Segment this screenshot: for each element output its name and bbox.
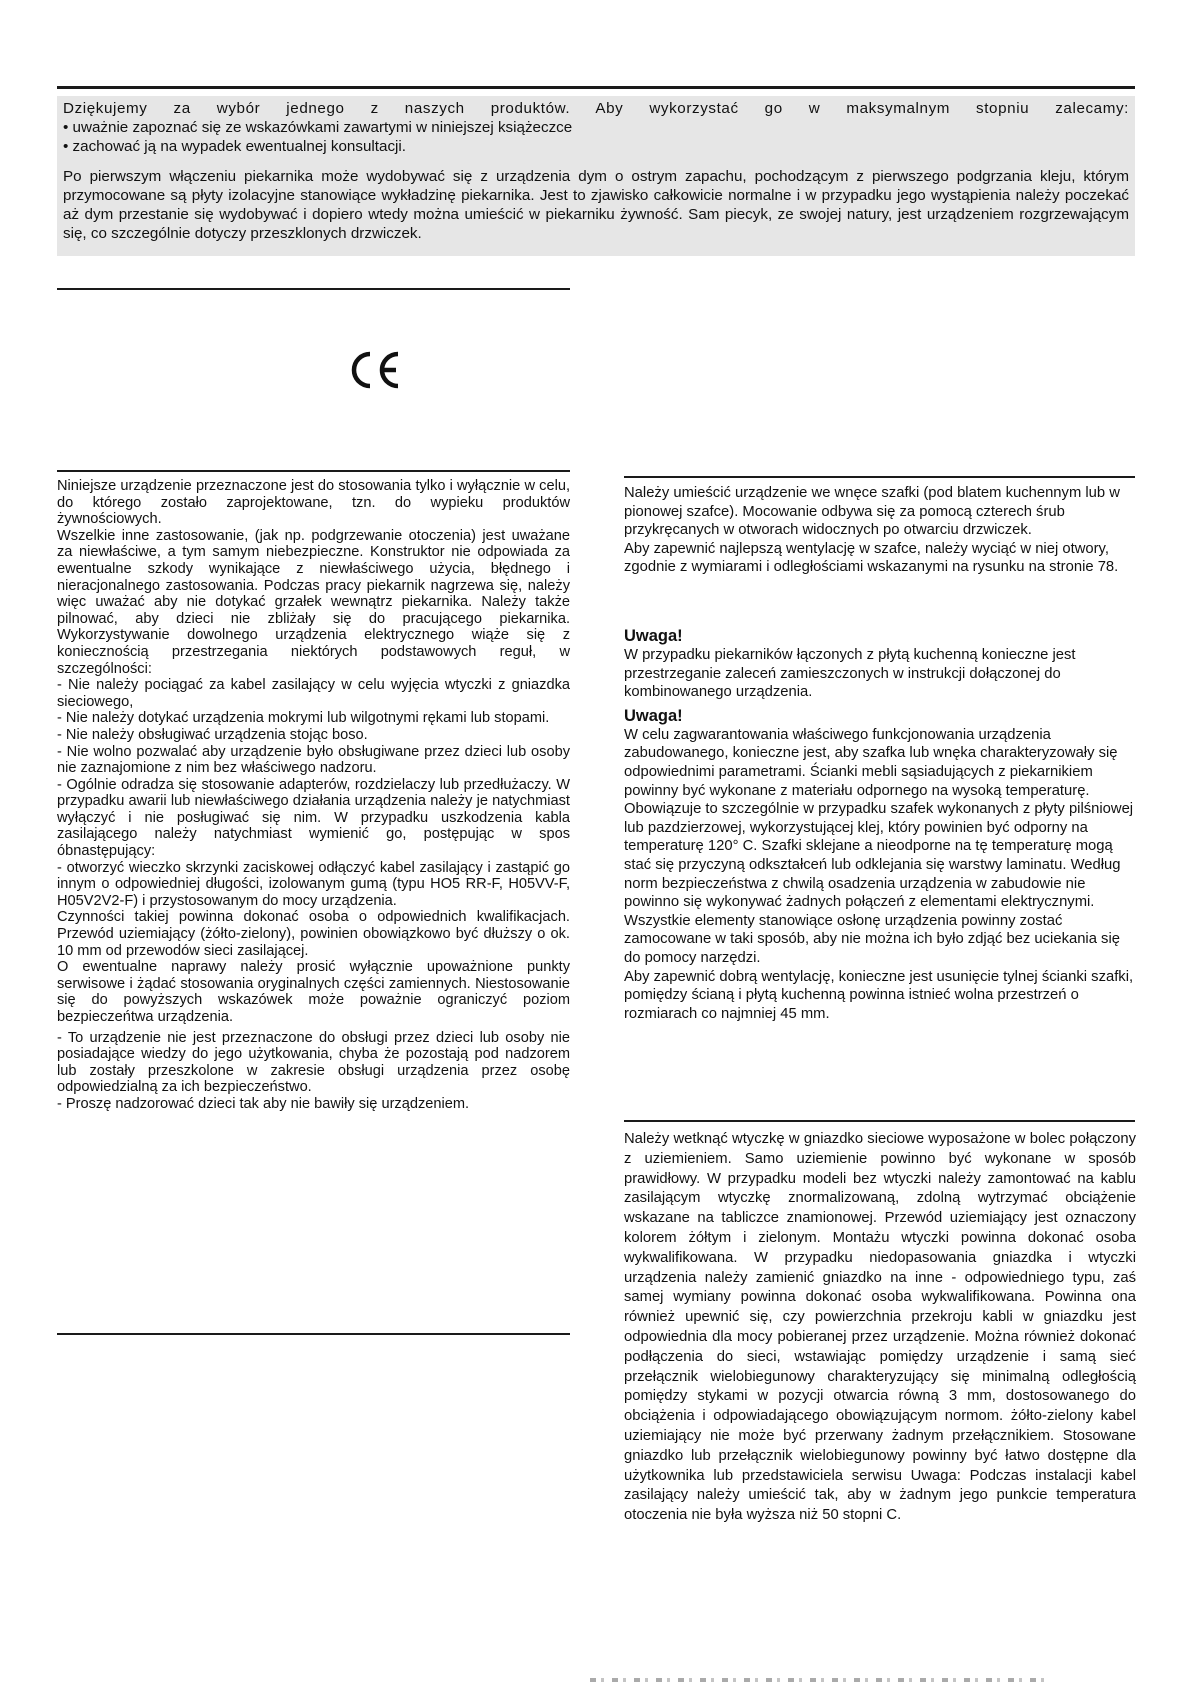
installation-paragraph: Należy umieścić urządzenie we wnęce szafki (pod blatem kuchennym lub w pionowej szafce). Mocowanie odbywa się za pomocą czterech śrub przykręcanych w otworach widocznych po otwarciu drzwiczek. xyxy=(624,485,1120,539)
safety-paragraph: - Nie należy dotykać urządzenia mokrymi lub wilgotnymi rękami lub stopami. xyxy=(57,710,550,727)
electrical-paragraph: Należy wetknąć wtyczkę w gniazdko sieciowe wyposażone w bolec połączony z uziemieniem. Samo uziemienie powinno być wykonane w sposób prawidłowy. W przypadku modeli bez wtyczki należy zamontować na kablu zasilającym wtyczkę znormalizowaną, zdolną wytrzymać obciążenie wskazane na tabliczce znamionowej. Przewód uziemiający jest oznaczony kolorem żółtym i zielonym. Montażu wtyczki powinna dokonać osoba wykwalifikowana. W przypadku niedopasowania gniazdka i wtyczki urządzenia należy zamienić gniazdko na inne - odpowiedniego typu, zaś samej wymiany powinna dokonać osoba wykwalifikowana. Powinna ona również upewnić się, czy powierzchnia przekroju kabli w gniazdku jest odpowiednia dla mocy pobieranej przez urządzenie. Można również dokonać podłączenia do sieci, wstawiając pomiędzy urządzenie i samą sieć przełącznik wielobiegunowy charakteryzujący się minimalną odległością pomiędzy stykami w pozycji otwarcia równą 3 mm, dostosowanego do obciążenia i odpowiadającego obowiązującym normom. żółto-zielony kabel uziemiający nie może być przerwany żadnym przełącznikiem. Stosowane gniazdko lub przełącznik wielobiegunowy powinny być łatwo dostępne dla użytkownika lub przedstawiciela serwisu Uwaga: Podczas instalacji kabel zasilający należy umieścić tak, aby w żadnym jego punkcie temperatura otoczenia nie była wyższa niż 50 stopni C. xyxy=(624,1131,1136,1524)
installation-paragraph: Aby zapewnić najlepszą wentylację w szafce, należy wyciąć w niej otwory, zgodnie z wymiarami i odległościami wskazanymi na rysunku na stronie 78. xyxy=(624,540,1119,576)
left-section-rule-2 xyxy=(57,470,570,472)
safety-paragraph: - Proszę nadzorować dzieci tak aby nie bawiły się urządzeniem. xyxy=(57,1095,470,1112)
safety-paragraph: - To urządzenie nie jest przeznaczone do obsługi przez dzieci lub osoby nie posiadające wiedzy do jego użytkowania, chyba że pozostają pod nadzorem lub zostały przeszkolone w zakresie obsługi urządzenia przez osobę odpowiedzialną za ich bezpieczeństwo. xyxy=(57,1029,570,1096)
bottom-scan-artifact xyxy=(590,1678,1050,1682)
right-section-rule-1 xyxy=(624,476,1135,478)
intro-lead: Dziękujemy za wybór jednego z naszych produktów. Aby wykorzystać go w maksymalnym stopniu zalecamy: xyxy=(63,100,1129,117)
left-section-rule-3 xyxy=(57,1333,570,1335)
safety-paragraph: - otworzyć wieczko skrzynki zaciskowej odłączyć kabel zasilający i zastąpić go innym o odpowiedniej długości, izolowanym gumą (typu HO5 RR-F, H05VV-F, H05V2V2-F) i przystosowanym do mocy urządzenia. xyxy=(57,859,570,909)
warning-paragraph: W celu zagwarantowania właściwego funkcjonowania urządzenia zabudowanego, konieczne jest, aby szafka lub wnęka charakteryzowały się odpowiednimi parametrami. Ścianki mebli sąsiadujących z piekarnikiem powinny być wykonane z materiału odpornego na wysoką temperaturę. Obowiązuje to szczególnie w przypadku szafek wykonanych z płyty pilśniowej lub pazdzierzowej, wykorzystującej klej, który powinien być odporny na temperaturę 120° C. Szafki sklejane a nieodporne na tę temperaturę mogą stać się przyczyną odkształceń lub odklejania się warstwy laminatu. Według norm bezpieczeństwa z chwilą osadzenia urządzenia w zabudowie nie powinno się wykonywać żadnych połączeń z elementami elektrycznymi. xyxy=(624,726,1134,911)
top-rule xyxy=(57,86,1135,89)
safety-instructions xyxy=(57,478,570,1113)
right-section-rule-2 xyxy=(624,1120,1135,1122)
intro-paragraph: Po pierwszym włączeniu piekarnika może wydobywać się z urządzenia dym o ostrym zapachu, pochodzącym z pierwszego podgrzania kleju, którym przymocowane są płyty izolacyjne stanowiące wykładzinę piekarnika. Jest to zjawisko całkowicie normalne i w przypadku jego wystąpienia należy poczekać aż dym przestanie się wydobywać i dopiero wtedy można umieścić w piekarniku żywność. Sam piecyk, ze swojej natury, jest urządzeniem rozgrzewającym się, co szczególnie dotyczy przeszklonych drzwiczek. xyxy=(63,168,1129,242)
warning-paragraph: Aby zapewnić dobrą wentylację, konieczne jest usunięcie tylnej ścianki szafki, pomiędzy ścianą i płytą kuchenną powinna istnieć wolna przestrzeń o rozmiarach co najmniej 45 mm. xyxy=(624,968,1134,1022)
intro-bullet: • uważnie zapoznać się ze wskazówkami zawartymi w niniejszej książeczce xyxy=(63,119,573,136)
safety-paragraph: O ewentualne naprawy należy prosić wyłącznie upoważnione punkty serwisowe i żądać stosowania oryginalnych części zamiennych. Niestosowanie się do powyższych wskazówek może poważnie ograniczyć poziom bezpieczeńtwa urządzenia. xyxy=(57,959,570,1025)
installation-section xyxy=(624,484,1136,577)
safety-paragraph: Niniejsze urządzenie przeznaczone jest do stosowania tylko i wyłącznie w celu, do którego zostało zaprojektowane, tzn. do wypieku produktów żywnościowych. xyxy=(57,478,570,528)
warnings-section xyxy=(624,626,1136,1023)
left-section-rule-1 xyxy=(57,288,570,290)
warning-title: Uwaga! xyxy=(624,627,683,645)
intro-box xyxy=(57,96,1135,256)
electrical-connection-section xyxy=(624,1130,1136,1526)
ce-mark-icon xyxy=(348,350,404,390)
warning-title: Uwaga! xyxy=(624,706,683,725)
warning-paragraph: W przypadku piekarników łączonych z płytą kuchenną konieczne jest przestrzeganie zaleceń zamieszczonych w instrukcji dołączonej do kombinowanego urządzenia. xyxy=(624,647,1076,701)
safety-paragraph: Wszelkie inne zastosowanie, (jak np. podgrzewanie otoczenia) jest uważane za niewłaściwe, a tym samym niebezpieczne. Konstruktor nie odpowiada za ewentualne szkody wynikające z niewłaściwego użycia, błędnego i nieracjonalnego zastosowania. Podczas pracy piekarnik nagrzewa się, należy więc uważać aby nie dotykać grzałek wewnątrz piekarnika. Należy także pilnować, aby dzieci nie zbliżały się do pracującego piekarnika. Wykorzystywanie dowolnego urządzenia elektrycznego wiąże się z koniecznością przestrzegania niektórych podstawowych reguł, w szczególności: xyxy=(57,527,570,677)
safety-paragraph: - Nie wolno pozwalać aby urządzenie było obsługiwane przez dzieci lub osoby nie zaznajomione z nim bez właściwego nadzoru. xyxy=(57,743,570,777)
warning-paragraph: Wszystkie elementy stanowiące osłonę urządzenia powinny zostać zamocowane w taki sposób, aby nie można ich było zdjąć bez uciekania się do pomocy narzędzi. xyxy=(624,912,1120,966)
safety-paragraph: - Nie należy pociągać za kabel zasilający w celu wyjęcia wtyczki z gniazdka sieciowego, xyxy=(57,677,570,710)
safety-paragraph: Czynności takiej powinna dokonać osoba o odpowiednich kwalifikacjach. Przewód uziemiający (żółto-zielony), powinien obowiązkowo być dłuższy o ok. 10 mm od przewodów sieci zasilającej. xyxy=(57,909,570,959)
safety-paragraph: - Ogólnie odradza się stosowanie adapterów, rozdzielaczy lub przedłużaczy. W przypadku awarii lub niewłaściwego działania urządzenia należy je natychmiast wyłączyć i nie posługiwać się nim. W przypadku uszkodzenia kabla zasilającego należy natychmiast wymienić go, postępując w spos óbnastępujący: xyxy=(57,776,570,860)
intro-bullet: • zachować ją na wypadek ewentualnej konsultacji. xyxy=(63,138,407,155)
safety-paragraph: - Nie należy obsługiwać urządzenia stojąc boso. xyxy=(57,726,368,743)
